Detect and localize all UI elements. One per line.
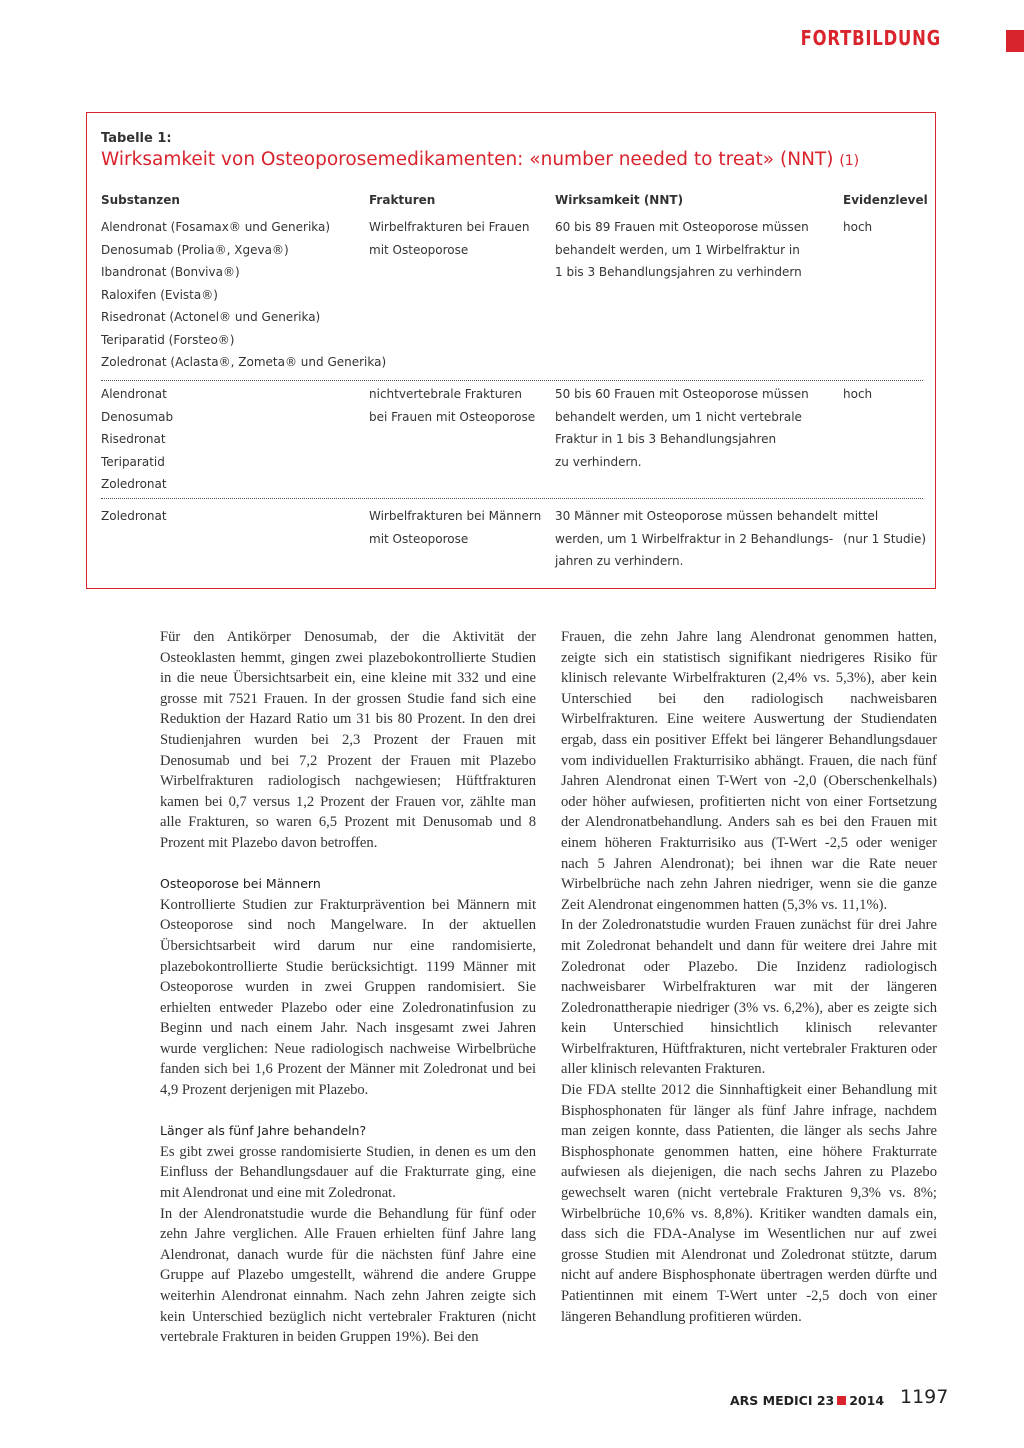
table-row-1-evidenz — [843, 216, 872, 239]
table-row-3-substanzen — [101, 505, 167, 528]
table-row-1-substanzen — [101, 216, 386, 374]
col-header-wirksamkeit: Wirksamkeit (NNT) — [555, 193, 684, 207]
table-cell: Ibandronat (Bonviva®) — [101, 265, 240, 279]
table-cell: Wirbelfrakturen bei Frauen — [369, 220, 530, 234]
table-cell: 60 bis 89 Frauen mit Osteoporose müssen — [555, 220, 809, 234]
table-cell: 1 bis 3 Behandlungsjahren zu verhindern — [555, 265, 802, 279]
col-header-frakturen: Frakturen — [369, 193, 436, 207]
table-label: Tabelle 1: — [101, 131, 172, 146]
paragraph: In der Alendronatstudie wurde die Behandlung für fünf oder zehn Jahre verglichen. Alle Frauen erhielten fünf Jahre lang Alendronat, danach wurde für die nächsten fünf Jahre eine Gruppe auf Plazebo umgestellt, während die andere Gruppe weiterhin Alendronat einnahm. Nach zehn Jahren zeigte sich kein Unterschied bezüglich nicht vertebraler Frakturen (nicht vertebrale Frakturen in beiden Gruppen 19%). Bei den — [160, 1205, 536, 1346]
table-cell: Risedronat (Actonel® und Generika) — [101, 310, 321, 324]
section-heading: Osteoporose bei Männern — [160, 876, 321, 892]
table-cell: hoch — [843, 220, 873, 234]
table-cell: mit Osteoporose — [369, 242, 469, 257]
paragraph: Für den Antikörper Denosumab, der die Aktivität der Osteoklasten hemmt, gingen zwei plazebokontrollierte Studien in die neue Übersichtsarbeit ein, eine kleine mit 332 und eine grosse mit 7521 Frauen. In der grossen Studie fand sich eine Reduktion der Hazard Ratio um 31 bis 80 Prozent. In den drei Studienjahren wurden bei 2,3 Prozent der Frauen mit Denosumab und bei 7,2 Prozent der Frauen mit Plazebo Wirbelfrakturen radiologisch nachgewiesen; Hüftfrakturen kamen bei 0,7 versus 1,2 Prozent der Frauen vor, zählte man alle Frakturen, so waren 6,5 Prozent mit Denusomab und 8 Prozent mit Plazebo davon betroffen. — [160, 629, 536, 851]
footer-square-icon — [837, 1396, 846, 1405]
table-1 — [86, 112, 936, 589]
table-cell: Fraktur in 1 bis 3 Behandlungsjahren — [555, 432, 777, 446]
col-header-evidenzlevel: Evidenzlevel — [843, 193, 928, 207]
table-cell: Alendronat — [101, 387, 167, 401]
article-column-right — [561, 627, 937, 1327]
table-cell: jahren zu verhindern. — [555, 554, 684, 568]
page-number: 1197 — [900, 1386, 949, 1408]
table-row-3-evidenz — [843, 505, 926, 550]
table-row-2-evidenz — [843, 383, 872, 406]
header-accent-block — [1006, 30, 1024, 52]
table-row-3-frakturen — [369, 505, 541, 550]
table-cell: Alendronat (Fosamax® und Generika) — [101, 220, 331, 234]
journal-name: ARS MEDICI 23 — [730, 1393, 835, 1408]
table-row-2-wirksamkeit — [555, 383, 809, 473]
table-divider — [101, 498, 923, 499]
table-cell: zu verhindern. — [555, 454, 642, 469]
table-cell: 30 Männer mit Osteoporose müssen behandelt — [555, 509, 838, 523]
table-row-1-wirksamkeit — [555, 216, 809, 284]
journal-year: 2014 — [849, 1393, 885, 1408]
table-divider — [101, 380, 923, 381]
table-title-text: Wirksamkeit von Osteoporosemedikamenten: «number needed to treat» (NNT) — [101, 149, 834, 170]
table-cell: Zoledronat (Aclasta®, Zometa® und Generika) — [101, 355, 387, 369]
paragraph: Frauen, die zehn Jahre lang Alendronat genommen hatten, zeigte sich ein statistisch signifikant niedrigeres Risiko für klinisch relevante Wirbelfrakturen (2,4% vs. 5,3%), aber kein Unterschied bei den radiologisch nachweisbaren Wirbelfrakturen. Eine weitere Auswertung der Studiendaten ergab, dass ein positiver Effekt bei längerer Behandlungsdauer vom individuellen Frakturrisiko abhängt. Frauen, die nach fünf Jahren Alendronat einen T-Wert von -2,0 (Oberschenkelhals) oder höher aufwiesen, profitierten nicht von einer Fortsetzung der Alendronatbehandlung. Anders sah es bei den Frauen mit einem höheren Frakturrisiko aus (T-Wert -2,5 oder weniger nach 5 Jahren Alendronat); bei ihnen war die Rate neuer Wirbelbrüche nach zehn Jahren niedriger, wenn sie die ganze Zeit Alendronat eingenommen hatten (5,3% vs. 11,1%). — [561, 629, 937, 913]
table-cell: mit Osteoporose — [369, 531, 469, 546]
paragraph: In der Zoledronatstudie wurden Frauen zunächst für drei Jahre mit Zoledronat behandelt und dann für weitere drei Jahre mit Zoledronat oder Plazebo. Die Inzidenz radiologisch nachweisbarer Wirbelfrakturen war mit der längeren Zoledronattherapie niedriger (3% vs. 6,2%), aber es zeigte sich kein Unterschied hinsichtlich klinisch relevanter Wirbelfrakturen, Hüftfrakturen, nicht vertebraler Frakturen oder aller klinisch relevanten Frakturen. — [561, 917, 937, 1078]
section-heading: Länger als fünf Jahre behandeln? — [160, 1123, 367, 1139]
col-header-substanzen: Substanzen — [101, 193, 180, 207]
table-title — [101, 149, 859, 170]
table-cell: Zoledronat — [101, 477, 167, 491]
footer-journal — [730, 1393, 884, 1408]
paragraph: Es gibt zwei grosse randomisierte Studien, in denen es um den Einfluss der Behandlungsdauer auf die Frakturrate ging, eine mit Alendronat und eine mit Zoledronat. — [160, 1143, 536, 1202]
table-row-2-frakturen — [369, 383, 535, 428]
table-cell: Teriparatid — [101, 454, 165, 469]
table-cell: Teriparatid (Forsteo®) — [101, 332, 235, 347]
table-cell: bei Frauen mit Osteoporose — [369, 409, 536, 424]
section-header: FORTBILDUNG — [800, 26, 942, 50]
table-cell: (nur 1 Studie) — [843, 531, 927, 546]
table-cell: Wirbelfrakturen bei Männern — [369, 509, 542, 523]
table-title-ref: (1) — [839, 153, 860, 169]
table-cell: nichtvertebrale Frakturen — [369, 387, 523, 401]
table-cell: behandelt werden, um 1 Wirbelfraktur in — [555, 242, 800, 257]
table-cell: Denosumab (Prolia®, Xgeva®) — [101, 242, 289, 257]
table-row-3-wirksamkeit — [555, 505, 837, 573]
table-cell: hoch — [843, 387, 873, 401]
table-cell: Zoledronat — [101, 509, 167, 523]
article-column-left — [160, 627, 536, 1348]
paragraph: Die FDA stellte 2012 die Sinnhaftigkeit einer Behandlung mit Bisphosphonaten für länger als fünf Jahre infrage, nachdem man zeigen konnte, dass Patienten, die länger als sechs Jahre Bisphosphonate genommen hatten, eine höhere Frakturrate aufwiesen als diejenigen, die nach sechs Jahren zu Plazebo gewechselt waren (nicht vertebrale Frakturen 9,3% vs. 8%; Wirbelbrüche 10,6% vs. 8,8%). Kritiker wandten damals ein, dass sich die FDA-Analyse im Wesentlichen nur auf zwei grosse Studien mit Alendronat und Zoledronat stützte, darum nicht auf andere Bisphosphonate übertragen werden dürfte und Patientinnen mit einem T-Wert unter -2,5 doch von einer längeren Behandlung profitieren würden. — [561, 1082, 937, 1325]
paragraph: Kontrollierte Studien zur Frakturprävention bei Männern mit Osteoporose sind noch Mangelware. In der aktuellen Übersichtsarbeit wird darum nur eine randomisierte, plazebokontrollierte Studie berücksichtigt. 1199 Männer mit Osteoporose wurden in zwei Gruppen randomisiert. Sie erhielten entweder Plazebo oder eine Zoledronatinfusion zu Beginn und nach einem Jahr. Nach insgesamt zwei Jahren wurde verglichen: Neue radiologisch nachweise Wirbelbrüche fanden sich bei 1,6 Prozent der Männer mit Zoledronat und bei 4,9 Prozent derjenigen mit Plazebo. — [160, 896, 536, 1099]
table-row-2-substanzen — [101, 383, 173, 496]
table-cell: Raloxifen (Evista®) — [101, 287, 218, 302]
table-row-1-frakturen — [369, 216, 530, 261]
table-cell: behandelt werden, um 1 nicht vertebrale — [555, 409, 802, 424]
table-cell: Risedronat — [101, 432, 166, 446]
table-cell: Denosumab — [101, 409, 174, 424]
table-cell: 50 bis 60 Frauen mit Osteoporose müssen — [555, 387, 809, 401]
table-cell: mittel — [843, 509, 879, 523]
table-cell: werden, um 1 Wirbelfraktur in 2 Behandlungs- — [555, 531, 834, 546]
